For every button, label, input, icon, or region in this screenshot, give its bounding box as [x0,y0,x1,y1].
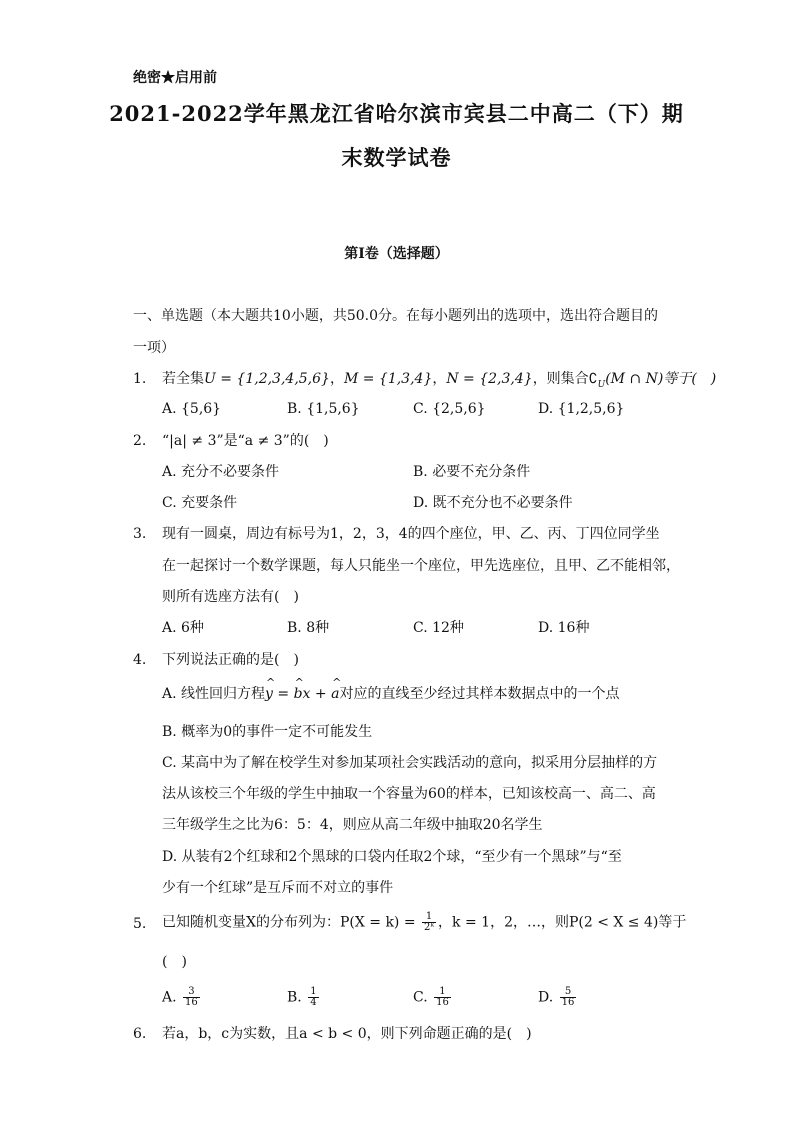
fraction [183,987,200,1008]
question-5-text [162,912,686,933]
fraction-numerator: 1 [422,912,436,923]
question-number: 2. [133,433,147,449]
question-number: 6. [133,1026,147,1042]
fraction [308,987,318,1008]
option-d: D. 既不充分也不必要条件 [413,495,573,511]
question-2-text: “|a| ≠ 3”是“a ≠ 3”的( ) [162,433,329,449]
fraction-denominator: 2ᵏ [424,922,435,933]
option-a: A. {5,6} [162,401,222,417]
option-a: A. 充分不必要条件 [162,464,280,480]
fraction-numerator: 3 [183,987,200,998]
option-d [538,987,578,1008]
question-3-line-3: 则所有选座方法有( ) [162,589,299,605]
volume-heading: 第I卷（选择题） [344,246,449,262]
option-c: C. {2,5,6} [413,401,486,417]
option-d: D. 16种 [538,620,590,636]
set-u: U = {1,2,3,4,5,6} [204,371,330,387]
option-a: A. 6种 [162,620,204,636]
option-b: B. {1,5,6} [287,401,360,417]
exam-title-line-1: 2021-2022学年黑龙江省哈尔滨市宾县二中高二（下）期 [109,101,684,126]
question-1-text: 若全集U = {1,2,3,4,5,6}，M = {1,3,4}，N = {2,3,4}，则集合$∁_U(M$ ∩ N)等于( ) [162,371,717,390]
equals-sign: = [272,686,294,702]
question-6-text: 若a，b，c为实数，且a < b < 0，则下列命题正确的是( ) [162,1026,532,1042]
question-number: 1. [133,371,147,387]
question-number: 3. [133,526,147,542]
option-c-line-2: 法从该校三个年级的学生中抽取一个容量为60的样本，已知该校高一、高二、高 [162,786,656,802]
section-heading-line-1: 一、单选题（本大题共10小题，共50.0分。在每小题列出的选项中，选出符合题目的 [133,308,658,324]
question-5-prefix: 已知随机变量X的分布列为：P(X = k) = [162,914,421,931]
option-b: B. 必要不充分条件 [413,464,531,480]
fraction-numerator: 1 [434,987,451,998]
set-m: M = {1,3,4} [343,371,433,387]
y-hat: ^ y [265,684,273,704]
fraction-denominator: 4 [310,997,317,1008]
option-label: C. [413,989,428,1006]
option-c: C. 充要条件 [162,495,238,511]
fraction [560,987,577,1008]
plus-sign: + [310,686,332,702]
exam-title-line-2: 末数学试卷 [341,145,452,170]
fraction [422,912,436,933]
option-d-line-2: 少有一个红球”是互斥而不对立的事件 [162,880,394,896]
question-5-suffix: ，k = 1，2，…，则P(2 < X ≤ 4)等于 [438,914,687,931]
fraction-denominator: 16 [185,997,198,1008]
question-number: 4. [133,652,147,668]
option-d-line-1: D. 从装有2个红球和2个黑球的口袋内任取2个球，“至少有一个黑球”与“至 [162,849,622,865]
x-variable: x [302,686,311,702]
fraction-numerator: 1 [310,986,317,997]
option-d: D. {1,2,5,6} [538,401,625,417]
question-3-line-2: 在一起探讨一个数学课题，每人只能坐一个座位，甲先选座位，且甲、乙不能相邻， [162,558,680,574]
option-b [287,987,321,1008]
question-5-line-2: ( ) [162,954,187,970]
question-1-suffix: ，则集合∁ [532,371,598,387]
question-4-text: 下列说法正确的是( ) [162,652,299,668]
option-c [413,987,453,1008]
option-label: D. [538,989,554,1006]
b-hat: ^ b [294,684,303,704]
option-a [162,684,619,704]
option-b: B. 概率为0的事件一定不可能发生 [162,724,373,740]
complement-expression: (M ∩ N)等于( ) [605,371,717,387]
section-heading-line-2: 一项） [133,340,175,356]
option-a [162,987,202,1008]
confidential-label: 绝密★启用前 [133,70,217,86]
option-a-prefix: A. 线性回归方程 [162,686,266,702]
fraction-numerator: 5 [560,987,577,998]
fraction-denominator: 16 [561,997,575,1008]
fraction-denominator: 16 [436,997,449,1008]
option-label: A. [162,989,177,1006]
option-c: C. 12种 [413,620,464,636]
option-c-line-3: 三年级学生之比为6：5：4，则应从高二年级中抽取20名学生 [162,817,543,833]
question-3-line-1: 现有一圆桌，周边有标号为1，2，3，4的四个座位，甲、乙、丙、丁四位同学坐 [162,526,660,542]
question-1-prefix: 若全集 [162,371,204,387]
option-label: B. [287,989,302,1006]
question-number: 5. [133,916,147,932]
option-a-suffix: 对应的直线至少经过其样本数据点中的一个点 [339,686,620,702]
a-hat: ^ a [331,684,339,704]
complement-subscript: U [597,379,606,390]
option-c-line-1: C. 某高中为了解在校学生对参加某项社会实践活动的意向，拟采用分层抽样的方 [162,755,658,771]
set-n: N = {2,3,4} [446,371,533,387]
option-b: B. 8种 [287,620,330,636]
fraction [434,987,451,1008]
